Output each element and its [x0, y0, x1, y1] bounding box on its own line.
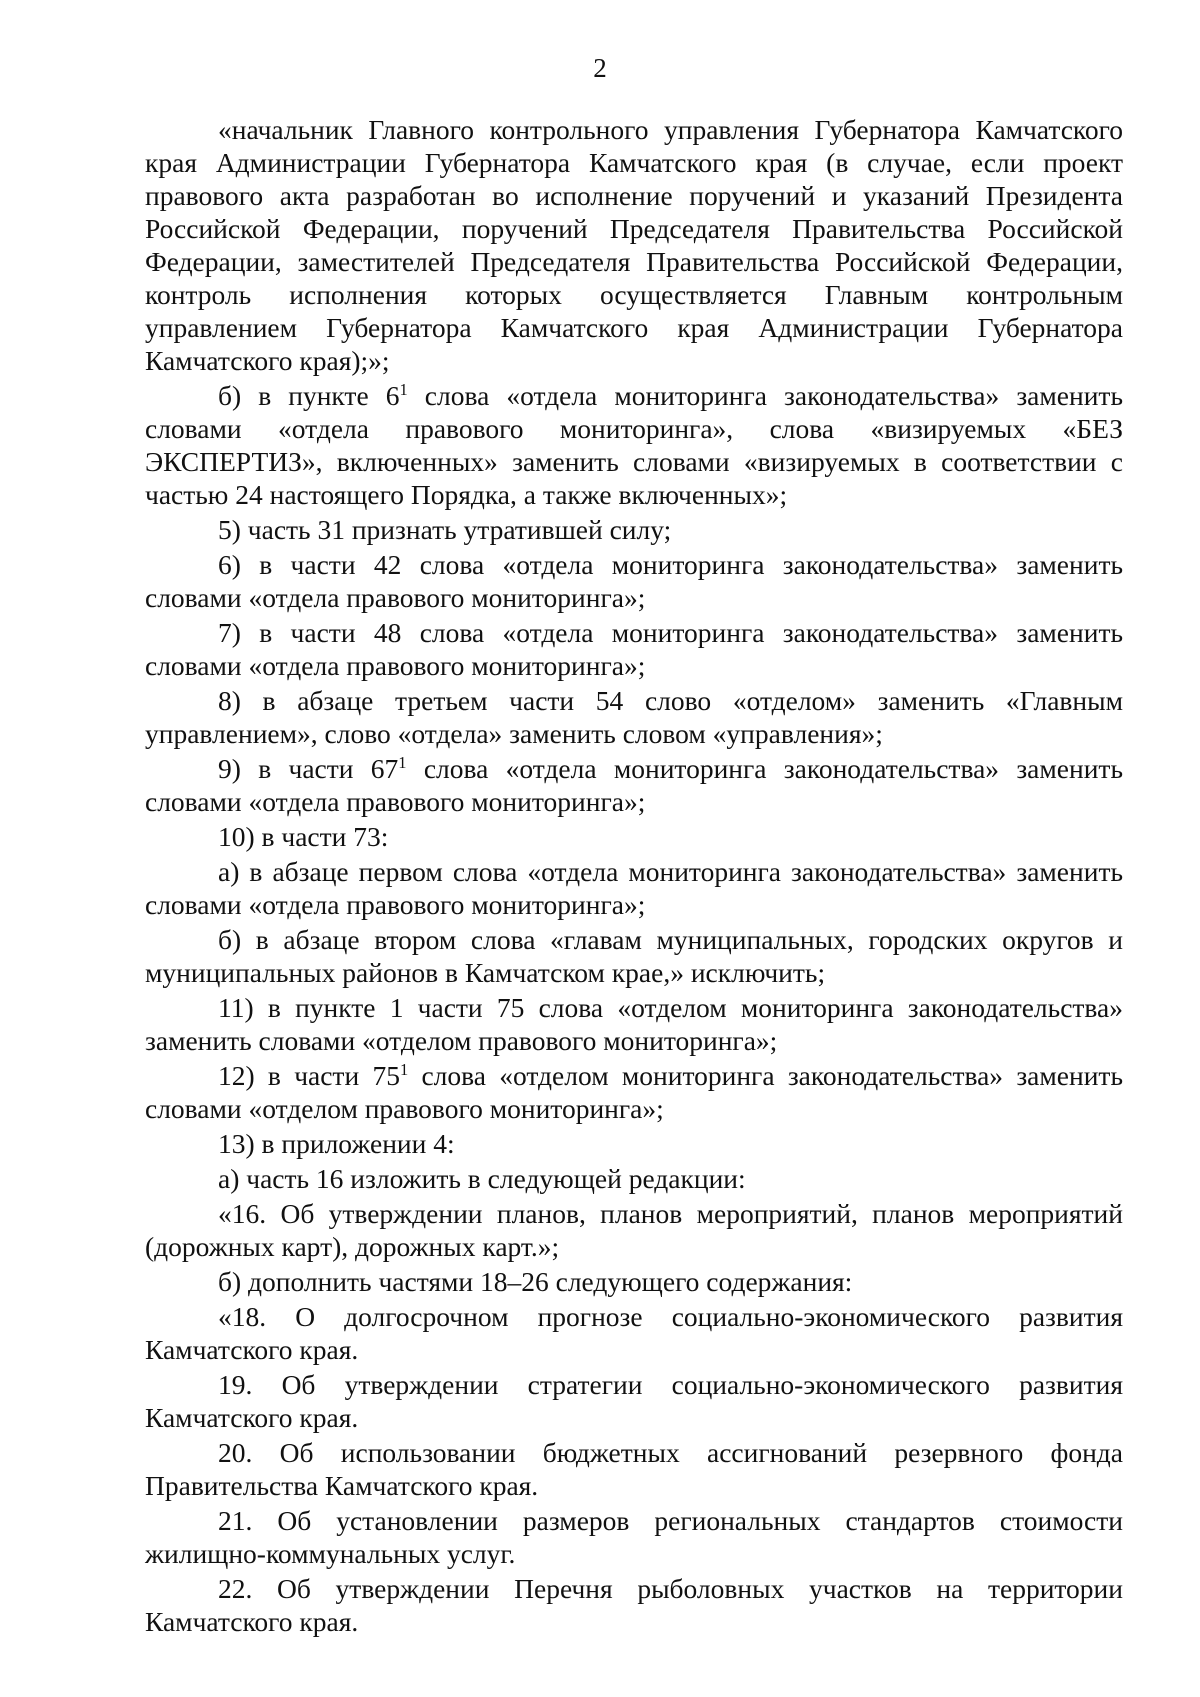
paragraph-text: 9) в части 67 — [218, 753, 399, 784]
superscript: 1 — [398, 752, 407, 772]
paragraph-part-19: 19. Об утверждении стратегии социально-экономического развития Камчатского края. — [145, 1369, 1123, 1433]
paragraph-item-11: 11) в пункте 1 части 75 слова «отделом мониторинга законодательства» заменить словами «отделом правового мониторинга»; — [145, 992, 1123, 1056]
paragraph-part-18: «18. О долгосрочном прогнозе социально-экономического развития Камчатского края. — [145, 1301, 1123, 1365]
paragraph-text: слова «отдела мониторинга законодательства» заменить словами «отдела правового мониторинга», слова «визируемых «БЕЗ ЭКСПЕРТИЗ», включенных» заменить словами «визируемых в соответствии с частью 24 настоящего Порядка, а также включенных»; — [145, 380, 1123, 510]
superscript: 1 — [399, 1059, 409, 1079]
paragraph-4b-point-6-1 — [145, 379, 1123, 511]
paragraph-item-12 — [145, 1059, 1123, 1125]
document-body — [145, 113, 1123, 1638]
paragraph-text: 12) в части 75 — [218, 1060, 400, 1091]
paragraph-item-5: 5) часть 31 признать утратившей силу; — [218, 514, 672, 545]
paragraph-item-13a: а) часть 16 изложить в следующей редакции: — [218, 1163, 746, 1194]
paragraph-item-10b: б) в абзаце втором слова «главам муниципальных, городских округов и муниципальных районов в Камчатском крае,» исключить; — [145, 924, 1123, 988]
page-number: 2 — [593, 53, 607, 83]
paragraph-quote-16: «16. Об утверждении планов, планов мероприятий, планов мероприятий (дорожных карт), дорожных карт.»; — [145, 1198, 1123, 1262]
paragraph-part-20: 20. Об использовании бюджетных ассигнований резервного фонда Правительства Камчатского края. — [145, 1437, 1123, 1501]
paragraph-item-10: 10) в части 73: — [218, 821, 389, 852]
paragraph-item-10a: а) в абзаце первом слова «отдела мониторинга законодательства» заменить словами «отдела правового мониторинга»; — [145, 856, 1123, 920]
paragraph-item-13: 13) в приложении 4: — [218, 1128, 455, 1159]
paragraph-item-9 — [145, 752, 1123, 818]
paragraph-part-21: 21. Об установлении размеров региональных стандартов стоимости жилищно-коммунальных услуг. — [145, 1505, 1123, 1569]
paragraph-text: слова «отдела мониторинга законодательства» заменить словами «отдела правового мониторинга»; — [145, 753, 1123, 817]
paragraph-item-7: 7) в части 48 слова «отдела мониторинга законодательства» заменить словами «отдела правового мониторинга»; — [145, 617, 1123, 681]
paragraph-governor-control-head: «начальник Главного контрольного управления Губернатора Камчатского края Администрации Губернатора Камчатского края (в случае, если проект правового акта разработан во исполнение поручений и указаний Президента Российской Федерации, поручений Председателя Правительства Российской Федерации, заместителей Председателя Правительства Российской Федерации, контроль исполнения которых осуществляется Главным контрольным управлением Губернатора Камчатского края Администрации Губернатора Камчатского края);»; — [145, 114, 1123, 376]
paragraph-item-8: 8) в абзаце третьем части 54 слово «отделом» заменить «Главным управлением», слово «отдела» заменить словом «управления»; — [145, 685, 1123, 749]
paragraph-item-6: 6) в части 42 слова «отдела мониторинга законодательства» заменить словами «отдела правового мониторинга»; — [145, 549, 1123, 613]
paragraph-part-22: 22. Об утверждении Перечня рыболовных участков на территории Камчатского края. — [145, 1573, 1123, 1637]
paragraph-text: слова «отделом мониторинга законодательства» заменить словами «отделом правового мониторинга»; — [145, 1060, 1123, 1124]
paragraph-text: б) в пункте 6 — [218, 380, 400, 411]
superscript: 1 — [399, 379, 408, 399]
paragraph-item-13b: б) дополнить частями 18–26 следующего содержания: — [218, 1266, 853, 1297]
